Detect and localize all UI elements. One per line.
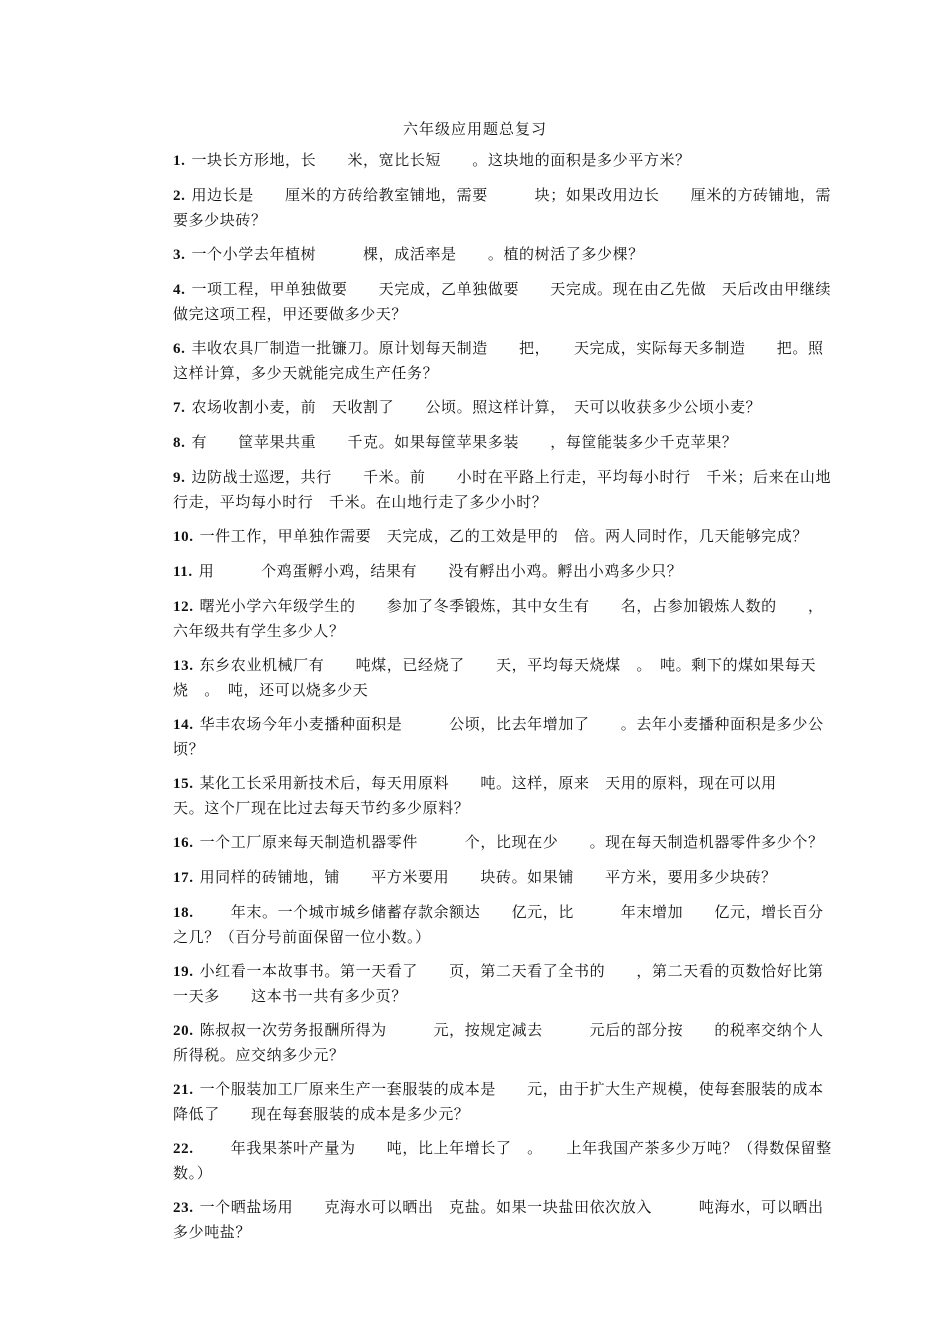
question-item	[173, 1018, 837, 1067]
question-text: 一项工程，甲单独做要 天完成，乙单独做要 天完成。现在由乙先做 天后改由甲继续做完这项工程，甲还要做多少天？	[173, 280, 832, 323]
question-number: 13.	[173, 658, 194, 674]
question-number: 4.	[173, 282, 186, 298]
question-item	[173, 430, 837, 455]
question-item	[173, 1077, 837, 1126]
question-item	[173, 395, 837, 420]
question-item	[173, 524, 837, 549]
question-text: 小红看一本故事书。第一天看了 页，第二天看了全书的 ，第二天看的页数恰好比第一天多 这本书一共有多少页？	[173, 962, 824, 1005]
question-number: 3.	[173, 247, 186, 263]
question-text: 一个晒盐场用 克海水可以晒出 克盐。如果一块盐田依次放入 吨海水，可以晒出多少吨盐？	[173, 1198, 824, 1241]
page-title: 六年级应用题总复习	[402, 120, 547, 138]
question-number: 23.	[173, 1200, 194, 1216]
question-number: 15.	[173, 776, 194, 792]
question-text: 一个服装加工厂原来生产一套服装的成本是 元，由于扩大生产规模，使每套服装的成本降低了 现在每套服装的成本是多少元？	[173, 1080, 824, 1123]
question-text: 年我果茶叶产量为 吨，比上年增长了 。 上年我国产茶多少万吨？（得数保留整数。）	[173, 1139, 832, 1182]
question-number: 12.	[173, 599, 194, 615]
question-number: 2.	[173, 188, 186, 204]
question-number: 1.	[173, 153, 186, 169]
question-text: 边防战士巡逻，共行 千米。前 小时在平路上行走，平均每小时行 千米；后来在山地行走，平均每小时行 千米。在山地行走了多少小时？	[173, 468, 832, 511]
question-item	[173, 1136, 837, 1185]
question-number: 17.	[173, 870, 194, 886]
question-text: 一件工作，甲单独作需要 天完成，乙的工效是甲的 倍。两人同时作，几天能够完成？	[199, 527, 808, 545]
question-text: 某化工长采用新技术后，每天用原料 吨。这样，原来 天用的原料，现在可以用 天。这个厂现在比过去每天节约多少原料？	[173, 774, 808, 817]
question-number: 11.	[173, 564, 193, 580]
question-item	[173, 559, 837, 584]
question-text: 一个小学去年植树 棵，成活率是 。植的树活了多少棵？	[191, 245, 644, 263]
question-item	[173, 771, 837, 820]
question-number: 7.	[173, 400, 186, 416]
question-item	[173, 594, 837, 643]
question-text: 东乡农业机械厂有 吨煤，已经烧了 天，平均每天烧煤 。 吨。剩下的煤如果每天烧 。 吨，还可以烧多少天	[173, 656, 817, 699]
question-number: 19.	[173, 964, 194, 980]
question-text: 年末。一个城市城乡储蓄存款余额达 亿元，比 年末增加 亿元，增长百分之几？（百分号前面保留一位小数。）	[173, 903, 824, 946]
question-item	[173, 959, 837, 1008]
question-item	[173, 277, 837, 326]
question-text: 用边长是 厘米的方砖给教室铺地，需要 块；如果改用边长 厘米的方砖铺地，需要多少块砖？	[173, 186, 832, 229]
question-text: 有 筐苹果共重 千克。如果每筐苹果多装 ，每筐能装多少千克苹果？	[191, 433, 738, 451]
question-item	[173, 336, 837, 385]
question-text: 农场收割小麦，前 天收割了 公顷。照这样计算， 天可以收获多少公顷小麦？	[191, 398, 762, 416]
question-text: 一个工厂原来每天制造机器零件 个，比现在少 。现在每天制造机器零件多少个？	[199, 833, 824, 851]
question-number: 20.	[173, 1023, 194, 1039]
question-list	[173, 148, 837, 1254]
question-item	[173, 900, 837, 949]
question-number: 10.	[173, 529, 194, 545]
question-item	[173, 712, 837, 761]
question-item	[173, 465, 837, 514]
question-text: 用同样的砖铺地，铺 平方米要用 块砖。如果铺 平方米，要用多少块砖？	[199, 868, 777, 886]
question-item	[173, 183, 837, 232]
question-number: 21.	[173, 1082, 194, 1098]
question-text: 用 个鸡蛋孵小鸡，结果有 没有孵出小鸡。孵出小鸡多少只？	[198, 562, 683, 580]
question-number: 22.	[173, 1141, 194, 1157]
question-number: 6.	[173, 341, 186, 357]
question-text: 丰收农具厂制造一批镰刀。原计划每天制造 把， 天完成，实际每天多制造 把。照这样计算，多少天就能完成生产任务？	[173, 339, 824, 382]
question-number: 18.	[173, 905, 194, 921]
question-number: 8.	[173, 435, 186, 451]
question-text: 陈叔叔一次劳务报酬所得为 元，按规定减去 元后的部分按 的税率交纳个人所得税。应交纳多少元？	[173, 1021, 824, 1064]
question-item	[173, 1195, 837, 1244]
question-text: 曙光小学六年级学生的 参加了冬季锻炼，其中女生有 名，占参加锻炼人数的 ，六年级共有学生多少人？	[173, 597, 824, 640]
question-item	[173, 865, 837, 890]
question-number: 14.	[173, 717, 194, 733]
question-number: 16.	[173, 835, 194, 851]
question-item	[173, 653, 837, 702]
question-number: 9.	[173, 470, 186, 486]
question-text: 一块长方形地，长 米，宽比长短 。这块地的面积是多少平方米？	[191, 151, 691, 169]
question-item	[173, 830, 837, 855]
question-item	[173, 148, 837, 173]
question-item	[173, 242, 837, 267]
question-text: 华丰农场今年小麦播种面积是 公顷，比去年增加了 。去年小麦播种面积是多少公顷？	[173, 715, 824, 758]
